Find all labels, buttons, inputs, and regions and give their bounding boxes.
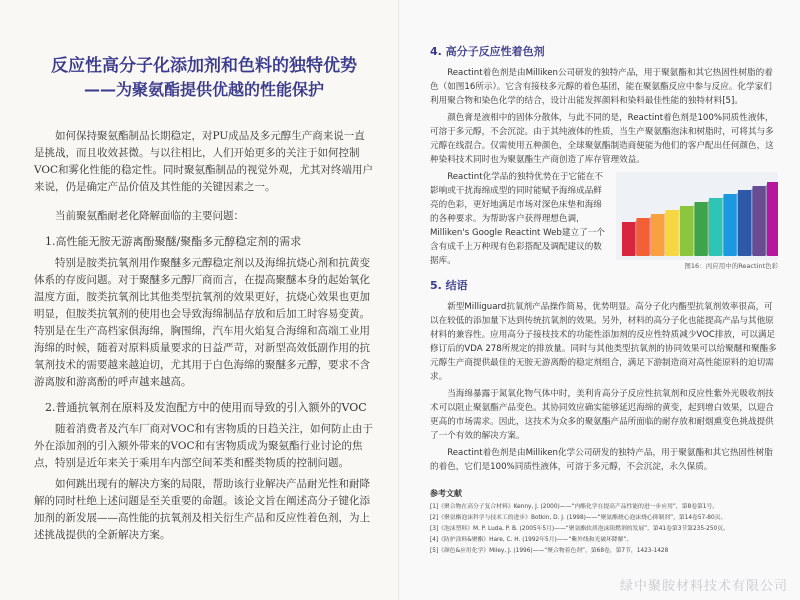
foam-block <box>724 194 737 256</box>
foam-block <box>709 198 722 256</box>
section5-paragraph-3: Reactint着色剂是由Milliken化学公司研发的独特产品，用于聚氨酯和其它热固性树脂的着色，它们是100%同质性液体，可溶于多元醇，不会沉淀，永久保质。 <box>430 448 773 472</box>
page-title: 反应性高分子化添加剂和色料的独特优势 <box>51 56 357 76</box>
section5-paragraph-1: 新型Milliguard抗氧剂产品操作简易，优势明显。高分子化内酯型抗氧剂效率很高，可以在较低的添加量下达到传统抗氧剂的效果。另外，材料的高分子化也能提高产品与其他原材料的兼容性。应用高分子接枝技术的功能性添加剂的反应性特质减少VOC排放，可以满足修订后的VDA 278所规定的排放量。同时与其他类型抗氧剂的协同效果可以给聚醚和聚酯多元醇生产商提供最佳的无胺无游离酚的稳定剂组合，满足下游制造商对高性能原料的迫切需求。 <box>430 302 777 382</box>
foam-block <box>622 222 635 256</box>
foam-block <box>738 190 751 256</box>
section-heading-5: 5. 结语 <box>430 279 468 292</box>
section-heading-2: 2.普通抗氧剂在原料及发泡配方中的使用而导致的引入额外的VOC <box>45 401 367 414</box>
foam-samples-image <box>616 172 778 260</box>
intro-paragraph: 如何保持聚氨酯制品长期稳定，对PU成品及多元醇生产商来说一直是挑战，而且收效甚微。与以往相比，人们开始更多的关注于如何控制VOC和雾化性能的稳定性。同时聚氨酯制品的视觉外观，尤其对终端用户来说，仍是确定产品价值及其性能的关键因素之一。 <box>34 130 374 193</box>
section4-paragraph-1: Reactint着色剂是由Milliken公司研发的独特产品，用于聚氨酯和其它热固性树脂的着色（如图16所示）。它含有接枝多元醇的着色基团，能在聚氨酯反应中参与反应。化学家们利用聚合物和染色化学的结合，设计出能发挥颜料和染料最佳性能的独特材料[5]。 <box>430 68 773 106</box>
section-paragraph-2: 随着消费者及汽车厂商对VOC和有害物质的日趋关注，如何防止由于外在添加剂的引入额外带来的VOC和有害物质成为聚氨酯行业讨论的焦点，特别是近年来关于乘用车内部空间苯类和醛类物质的控制问题。 <box>34 423 374 469</box>
figure-caption: 图16：丙应用中的Reactint色彩 <box>684 262 778 270</box>
reference-item: [4]《防护涂料&聚酯》Hare, C. H. (1992年5月)——“紫外线和光破坏降解”。 <box>430 537 633 543</box>
watermark: 绿中聚胺材料技术有限公司 <box>619 579 788 594</box>
section-heading-4: 4. 高分子反应性着色剂 <box>430 45 545 58</box>
section4-paragraph-3: Reactint化学品的独特优势在于它能在不影响或干扰海绵成型的同时能赋予海绵成品鲜亮的色彩，更好地满足市场对深色床垫和海绵的各种要求。为帮助客户获得理想色调，Milliken's Google Reactint Web建立了一个含有成千上万种现有色彩搭配及调配建议的数据库。 <box>430 172 605 266</box>
right-page <box>400 0 800 600</box>
figure-wrap <box>430 170 778 272</box>
foam-block <box>680 206 693 256</box>
section4-paragraph-2: 颜色膏是液相中的固体分散体，与此不同的是，Reactint着色剂是100%同质性液体，可溶于多元醇，不会沉淀。由于其纯液体的性质，当生产聚氨酯泡沫和树脂时，可将其与多元醇在线混合。仅需使用五种颜色，全球聚氨酯制造商便能为他们的客户配出任何颜色，这种染料技术同时也为聚氨酯生产商创造了库存管理效益。 <box>430 113 774 165</box>
reference-item: [1]《聚合物在高分子复合材料》Kenny, J. (2000)——“内酯化学在提高产品性能的进一步应用”，第8卷第1号。 <box>430 504 719 510</box>
section5-paragraph-2: 当海绵暴露于氮氧化物气体中时，美利肯高分子反应性抗氧剂和反应性紫外光吸收剂技术可以阻止聚氨酯产品变色。其协同效应确实能够延迟海绵的黄变，起到增白效果，以迎合更高的市场需求。因此，这技术为众多的聚氨酯产品所面临的耐存放和耐烟熏变色挑战提供了一个有效的解决方案。 <box>430 389 774 441</box>
figure-16 <box>616 172 778 268</box>
section-paragraph-1: 特别是胺类抗氧剂用作聚醚多元醇稳定剂以及海绵抗烧心剂和抗黄变体系的存废问题。对于聚醚多元醇厂商而言，在提高聚醚本身的起始氧化温度方面，胺类抗氧剂比其他类型抗氧剂的效果更好，抗烧心效果也更加明显，但胺类抗氧剂的使用也会导致海绵制品存放和后加工时容易变黄。特别是在生产高档家俱海绵，胸围绵，汽车用火焰复合海绵和高端工业用海绵的时候，随着对原料质量要求的日益严苛，对新型高效低副作用的抗氧剂技术的需要越来越迫切，尤其用于白色海绵的聚醚多元醇，要求不含游离胺和游离酚的呼声越来越高。 <box>34 257 370 388</box>
foam-block <box>767 182 778 256</box>
foam-block <box>637 218 650 256</box>
reference-item: [5]《颜色&应用化学》Miley, J. (1996)——“聚合物着色剂”，第68卷，第7节，1423-1428 <box>430 548 669 554</box>
foam-block <box>753 186 766 256</box>
reference-item: [3]《泡沫塑料》M. P. Luda, P. B. (2005年5月)——“聚氨酯软质泡沫阻燃剂的发展”，第41卷第3节第235-250页。 <box>430 526 729 532</box>
section-paragraph-3: 如何跳出现有的解决方案的局限，帮助该行业解决产品耐光性和耐降解的同时杜绝上述问题是至关重要的命题。该论文旨在阐述高分子键化添加剂的新发展——高性能的抗氧剂及相关衍生产品和反应性着色剂，为上述挑战提供的全新解决方案。 <box>34 478 370 541</box>
foam-block <box>651 214 664 256</box>
foam-block <box>666 210 679 256</box>
reference-item: [2]《聚氨酯泡沫科学与技术工的进步》Botkin, D. J. (1998)——“聚氨酯烧心泡沫烧心抑制剂”，第14卷57-80页。 <box>430 515 727 521</box>
foam-block <box>695 202 708 256</box>
references-title: 参考文献 <box>430 489 462 498</box>
lead-paragraph: 当前聚氨酯耐老化降解面临的主要问题： <box>55 210 244 222</box>
page-subtitle: ——为聚氨酯提供优越的性能保护 <box>83 80 324 99</box>
section-heading-1: 1.高性能无胺无游离酚聚醚/聚酯多元醇稳定剂的需求 <box>45 235 302 248</box>
